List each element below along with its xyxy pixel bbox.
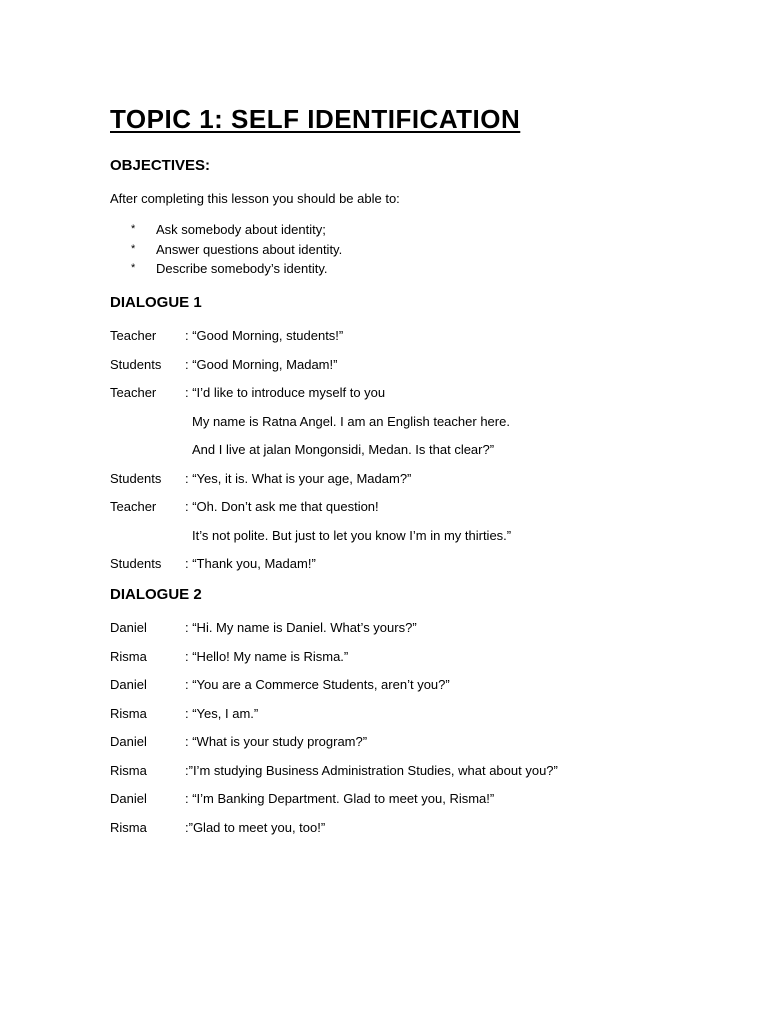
objective-text: Answer questions about identity. <box>156 241 343 257</box>
dialogue-text: : “I’m Banking Department. Glad to meet you, Risma!” <box>185 791 495 806</box>
objectives-intro: After completing this lesson you should be able to: <box>110 191 400 206</box>
dialogue-1-heading: DIALOGUE 1 <box>110 294 202 311</box>
dialogue-continuation: My name is Ratna Angel. I am an English teacher here. <box>192 414 510 429</box>
dialogue-2-heading: DIALOGUE 2 <box>110 586 202 603</box>
dialogue-text: : “You are a Commerce Students, aren’t you?” <box>185 677 450 692</box>
speaker-name: Teacher <box>110 499 157 514</box>
page-title: TOPIC 1: SELF IDENTIFICATION <box>110 104 521 134</box>
dialogue-text: :”Glad to meet you, too!” <box>185 820 326 835</box>
dialogue-text: : “Good Morning, Madam!” <box>185 357 338 372</box>
objective-text: Ask somebody about identity; <box>156 222 326 237</box>
objective-text: Describe somebody’s identity. <box>156 261 328 276</box>
dialogue-continuation: It’s not polite. But just to let you know I’m in my thirties.” <box>192 528 512 543</box>
dialogue-text: : “Oh. Don’t ask me that question! <box>185 499 379 514</box>
dialogue-continuation: And I live at jalan Mongonsidi, Medan. Is that clear?” <box>192 442 495 457</box>
dialogue-text: : “Good Morning, students!” <box>185 328 344 343</box>
dialogue-text: :”I’m studying Business Administration Studies, what about you?” <box>185 763 558 778</box>
dialogue-text: : “Hello! My name is Risma.” <box>185 649 349 664</box>
speaker-name: Students <box>110 556 162 571</box>
dialogue-text: : “Yes, I am.” <box>185 706 259 721</box>
dialogue-text: : “Thank you, Madam!” <box>185 556 316 571</box>
speaker-name: Teacher <box>110 328 157 343</box>
bullet-star-icon: * <box>131 262 136 274</box>
speaker-name: Risma <box>110 649 147 664</box>
speaker-name: Daniel <box>110 791 147 806</box>
dialogue-text: : “Hi. My name is Daniel. What’s yours?” <box>185 620 417 635</box>
speaker-name: Students <box>110 471 162 486</box>
bullet-star-icon: * <box>131 223 136 235</box>
speaker-name: Teacher <box>110 385 157 400</box>
speaker-name: Risma <box>110 820 147 835</box>
dialogue-text: : “Yes, it is. What is your age, Madam?” <box>185 471 412 486</box>
speaker-name: Daniel <box>110 734 147 749</box>
objectives-heading: OBJECTIVES: <box>110 157 211 174</box>
dialogue-text: : “What is your study program?” <box>185 734 368 749</box>
speaker-name: Daniel <box>110 620 147 635</box>
speaker-name: Risma <box>110 763 147 778</box>
bullet-star-icon: * <box>131 242 136 255</box>
speaker-name: Daniel <box>110 677 147 692</box>
speaker-name: Students <box>110 357 162 372</box>
dialogue-text: : “I’d like to introduce myself to you <box>185 385 386 400</box>
speaker-name: Risma <box>110 706 147 721</box>
